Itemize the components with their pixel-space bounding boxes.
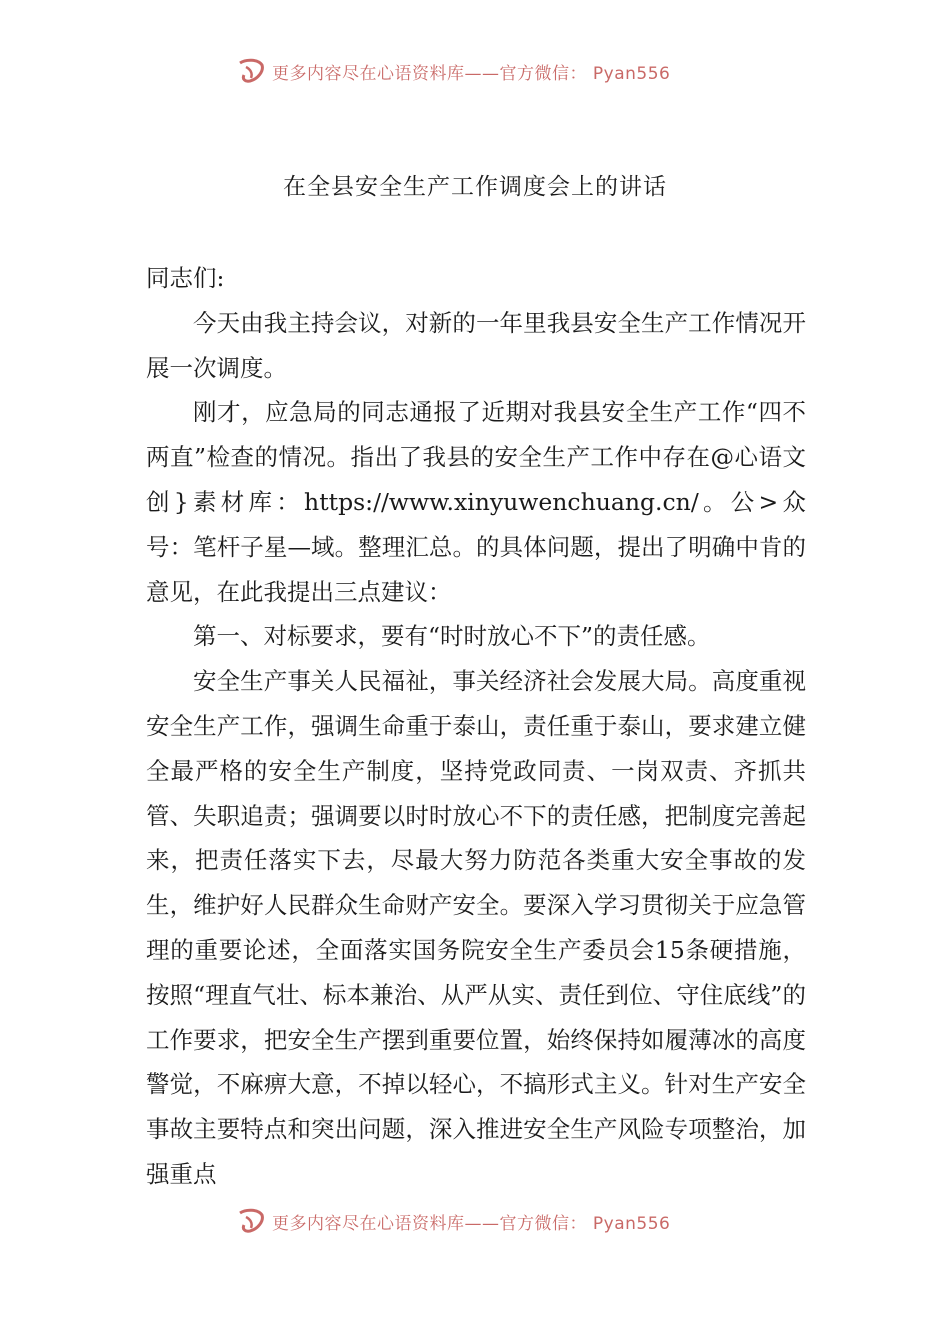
salutation: 同志们: bbox=[146, 264, 225, 292]
brand-logo-icon bbox=[236, 57, 266, 85]
paragraph: 安全生产事关人民福祉，事关经济社会发展大局。高度重视安全生产工作，强调生命重于泰山，责任重于泰山，要求建立健全最严格的安全生产制度，坚持党政同责、一岗双责、齐抓共管、失职追责；强调要以时时放心不下的责任感，把制度完善起来，把责任落实下去，尽最大努力防范各类重大安全事故的发生，维护好人民群众生命财产安全。要深入学习贯彻关于应急管理的重要论述，全面落实国务院安全生产委员会15条硬措施，按照“理直气壮、标本兼治、从严从实、责任到位、守住底线”的工作要求，把安全生产摆到重要位置，始终保持如履薄冰的高度警觉，不麻痹大意，不掉以轻心，不搞形式主义。针对生产安全事故主要特点和突出问题，深入推进安全生产风险专项整治，加强重点 bbox=[146, 667, 806, 1188]
section-heading: 第一、对标要求，要有“时时放心不下”的责任感。 bbox=[193, 622, 711, 651]
paragraph: 今天由我主持会议，对新的一年里我县安全生产工作情况开展一次调度。 bbox=[146, 308, 806, 382]
document-body bbox=[146, 256, 806, 1197]
watermark-footer bbox=[236, 1206, 670, 1236]
watermark-header bbox=[236, 56, 670, 86]
brand-logo-icon bbox=[236, 1207, 266, 1235]
watermark-text: 更多内容尽在心语资料库——官方微信： Pyan556 bbox=[272, 63, 671, 84]
watermark-text: 更多内容尽在心语资料库——官方微信： Pyan556 bbox=[272, 1213, 671, 1234]
paragraph: 刚才，应急局的同志通报了近期对我县安全生产工作“四不两直”检查的情况。指出了我县的安全生产工作中存在@心语文创}素材库：https://www.xinyuwenchuang.cn/。公>众号：笔杆子星—域。整理汇总。的具体问题，提出了明确中肯的意见，在此我提出三点建议： bbox=[146, 398, 806, 606]
document-title: 在全县安全生产工作调度会上的讲话 bbox=[283, 174, 667, 200]
